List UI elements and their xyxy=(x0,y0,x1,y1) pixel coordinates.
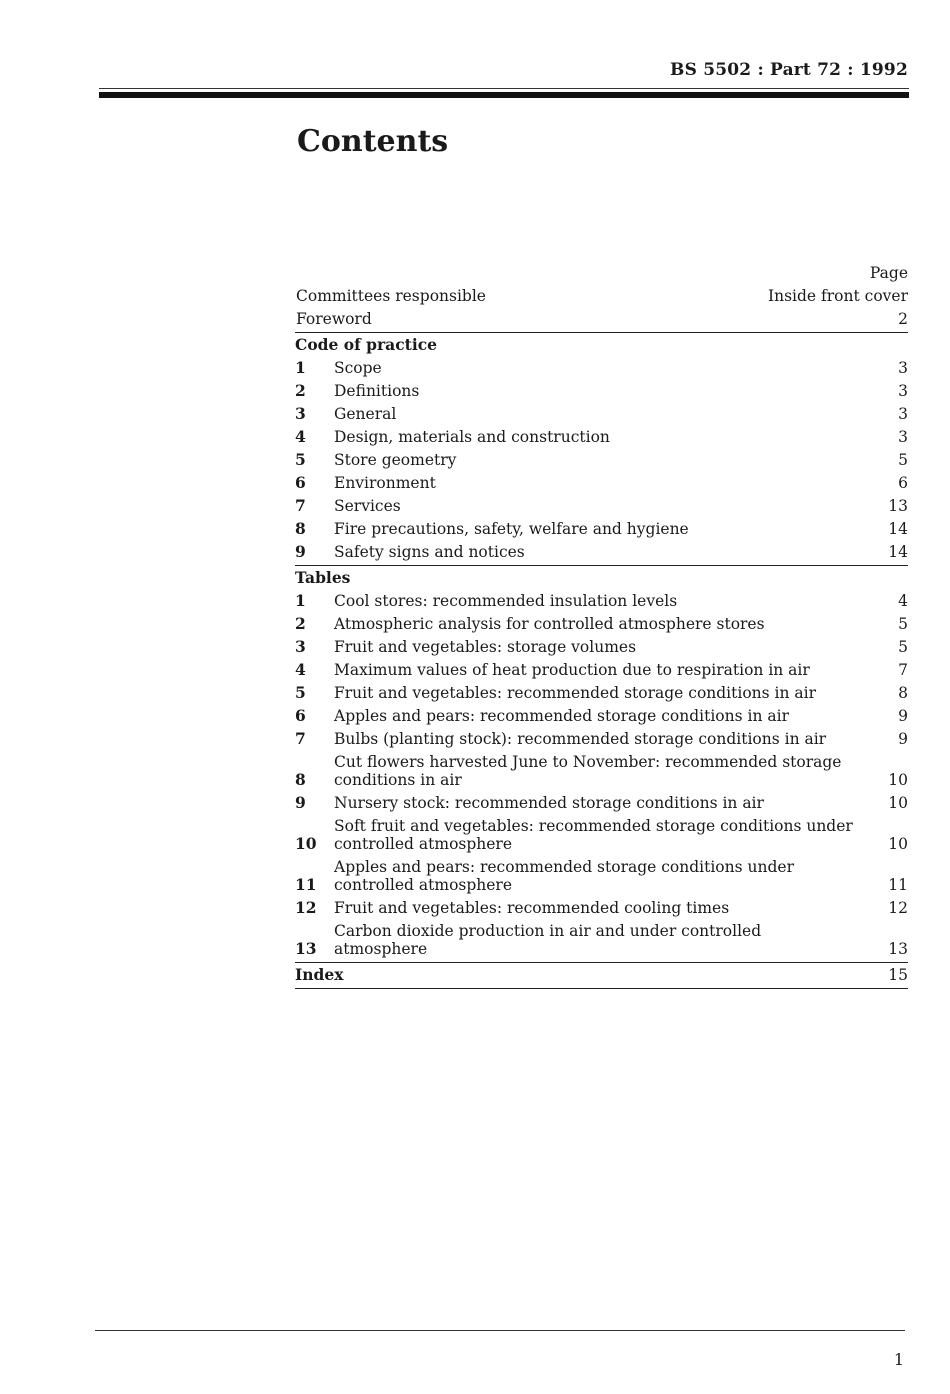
toc-entry-number: 12 xyxy=(295,897,317,917)
toc-entry-page: 5 xyxy=(898,614,908,633)
toc-entry-number: 2 xyxy=(295,613,306,633)
toc-entry[interactable] xyxy=(295,704,908,727)
toc-entry[interactable] xyxy=(295,589,908,612)
toc-entry-label: General xyxy=(334,404,397,423)
toc-entry[interactable] xyxy=(295,471,908,494)
toc-entry[interactable] xyxy=(295,727,908,750)
toc-entry-page: 10 xyxy=(888,770,908,789)
toc-entry[interactable] xyxy=(295,750,908,791)
toc-entry-number: 9 xyxy=(295,792,306,812)
toc-entry-page: 13 xyxy=(888,496,908,515)
table-of-contents xyxy=(295,262,908,989)
toc-entry-page: 14 xyxy=(888,519,908,538)
toc-entry-label: Atmospheric analysis for controlled atmosphere stores xyxy=(334,614,765,633)
toc-entry-page: 3 xyxy=(898,358,908,377)
toc-entry-number: 1 xyxy=(295,357,306,377)
section-heading-code-of-practice: Code of practice xyxy=(295,335,438,354)
toc-entry[interactable] xyxy=(295,791,908,814)
toc-entry[interactable] xyxy=(295,658,908,681)
toc-entry[interactable] xyxy=(295,494,908,517)
toc-entry-label: Environment xyxy=(334,473,436,492)
toc-entry-number: 8 xyxy=(295,769,306,789)
toc-entry-number: 7 xyxy=(295,495,306,515)
toc-entry[interactable] xyxy=(295,307,908,330)
toc-entry-page: 9 xyxy=(898,706,908,725)
toc-entry-label: Apples and pears: recommended storage conditions in air xyxy=(334,706,789,725)
toc-entry[interactable] xyxy=(295,517,908,540)
toc-entry-number: 6 xyxy=(295,705,306,725)
toc-entry-page: 14 xyxy=(888,542,908,561)
toc-entry-label: Fire precautions, safety, welfare and hygiene xyxy=(334,519,689,538)
toc-entry-page: 4 xyxy=(898,591,908,610)
toc-entry-number: 5 xyxy=(295,449,306,469)
toc-entry-label: Store geometry xyxy=(334,450,457,469)
toc-entry-label: Services xyxy=(334,496,401,515)
toc-entry-page: 9 xyxy=(898,729,908,748)
toc-entry[interactable] xyxy=(295,379,908,402)
code-of-practice-list xyxy=(295,356,908,563)
toc-entry-label: Safety signs and notices xyxy=(334,542,525,561)
toc-entry[interactable] xyxy=(295,540,908,563)
page-column-heading: Page xyxy=(869,264,908,282)
tables-list xyxy=(295,589,908,960)
toc-entry-label: Definitions xyxy=(334,381,420,400)
toc-entry-page: 15 xyxy=(888,965,908,984)
footer-rule xyxy=(95,1330,905,1331)
document-reference: BS 5502 : Part 72 : 1992 xyxy=(670,60,908,80)
toc-entry[interactable] xyxy=(295,356,908,379)
toc-entry[interactable] xyxy=(295,612,908,635)
toc-entry-number: 3 xyxy=(295,636,306,656)
toc-entry-number: 4 xyxy=(295,426,306,446)
toc-entry[interactable] xyxy=(295,425,908,448)
toc-entry-page: 2 xyxy=(898,309,908,328)
toc-entry-index[interactable] xyxy=(295,963,908,986)
toc-entry-page: 8 xyxy=(898,683,908,702)
toc-entry-page: 11 xyxy=(888,875,908,894)
toc-entry-label: Cool stores: recommended insulation levels xyxy=(334,591,678,610)
toc-entry[interactable] xyxy=(295,855,908,896)
toc-entry-label: Scope xyxy=(334,358,382,377)
toc-entry[interactable] xyxy=(295,896,908,919)
toc-entry-label: Cut flowers harvested June to November: recommended storage conditions in air xyxy=(334,752,842,789)
toc-entry[interactable] xyxy=(295,284,908,307)
toc-entry-label: Bulbs (planting stock): recommended storage conditions in air xyxy=(334,729,827,748)
toc-entry-label: Committees responsible xyxy=(296,286,486,305)
section-heading-tables: Tables xyxy=(295,568,351,587)
toc-entry-number: 5 xyxy=(295,682,306,702)
toc-entry[interactable] xyxy=(295,919,908,960)
toc-entry-number: 13 xyxy=(295,938,317,958)
header-rule-thick xyxy=(99,92,909,98)
header-rule-thin xyxy=(99,88,909,89)
toc-entry-page: 12 xyxy=(888,898,908,917)
toc-entry-number: 6 xyxy=(295,472,306,492)
toc-entry[interactable] xyxy=(295,814,908,855)
toc-entry-number: 2 xyxy=(295,380,306,400)
toc-entry-page: 10 xyxy=(888,834,908,853)
toc-entry-number: 3 xyxy=(295,403,306,423)
section-divider xyxy=(295,988,908,989)
toc-entry[interactable] xyxy=(295,402,908,425)
toc-entry-page: 6 xyxy=(898,473,908,492)
toc-entry-number: 1 xyxy=(295,590,306,610)
toc-entry-page: 10 xyxy=(888,793,908,812)
toc-entry-page: 13 xyxy=(888,939,908,958)
toc-entry-label: Nursery stock: recommended storage conditions in air xyxy=(334,793,764,812)
toc-entry-page: 5 xyxy=(898,450,908,469)
toc-entry-page: Inside front cover xyxy=(767,286,908,305)
toc-entry-label: Design, materials and construction xyxy=(334,427,610,446)
toc-entry-label: Soft fruit and vegetables: recommended storage conditions under controlled atmosphere xyxy=(334,816,853,853)
page-title: Contents xyxy=(297,124,449,159)
toc-entry-label: Maximum values of heat production due to respiration in air xyxy=(334,660,810,679)
toc-entry-label: Fruit and vegetables: recommended cooling times xyxy=(334,898,730,917)
toc-entry-number: 8 xyxy=(295,518,306,538)
toc-entry-label: Apples and pears: recommended storage conditions under controlled atmosphere xyxy=(334,857,794,894)
toc-entry-number: 7 xyxy=(295,728,306,748)
toc-entry-label: Foreword xyxy=(296,309,372,328)
toc-entry-number: 4 xyxy=(295,659,306,679)
toc-entry-number: 10 xyxy=(295,833,317,853)
toc-entry-label: Carbon dioxide production in air and under controlled atmosphere xyxy=(334,921,762,958)
toc-entry-label: Fruit and vegetables: recommended storage conditions in air xyxy=(334,683,816,702)
toc-entry-page: 5 xyxy=(898,637,908,656)
toc-entry-label: Fruit and vegetables: storage volumes xyxy=(334,637,637,656)
toc-entry-number: 11 xyxy=(295,874,317,894)
toc-entry[interactable] xyxy=(295,448,908,471)
toc-entry-number: 9 xyxy=(295,541,306,561)
toc-entry[interactable] xyxy=(295,681,908,704)
toc-entry-page: 3 xyxy=(898,381,908,400)
toc-entry-page: 3 xyxy=(898,427,908,446)
toc-entry-label: Index xyxy=(295,964,344,984)
toc-entry[interactable] xyxy=(295,635,908,658)
page-number: 1 xyxy=(893,1350,904,1369)
toc-entry-page: 3 xyxy=(898,404,908,423)
toc-entry-page: 7 xyxy=(898,660,908,679)
